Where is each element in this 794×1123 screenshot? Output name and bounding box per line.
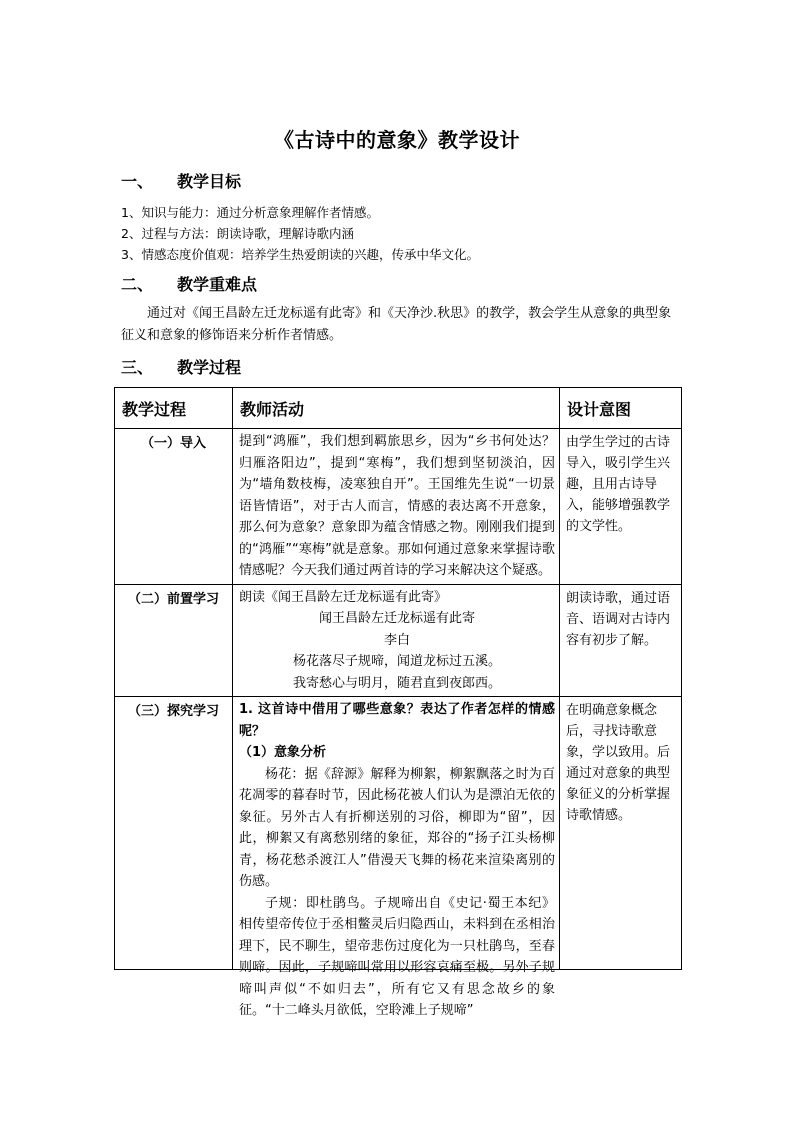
stage-cell: （二）前置学习 xyxy=(115,584,233,697)
section-title: 教学目标 xyxy=(177,172,242,191)
intent-cell: 由学生学过的古诗导入，吸引学生兴趣，且用古诗导入，能够增强教学的文学性。 xyxy=(560,429,682,585)
poem-line: 杨花落尽子规啼，闻道龙标过五溪。 xyxy=(292,654,501,669)
table-row xyxy=(115,429,682,585)
intent-cell: 朗读诗歌，通过语音、语调对古诗内容有初步了解。 xyxy=(560,584,682,697)
activity-cell: 提到“鸿雁”，我们想到羁旅思乡，因为“乡书何处达？归雁洛阳边”，提到“寒梅”，我们想到坚韧淡泊，因为“墙角数枝梅，凌寒独自开”。王国维先生说“一切景语皆情语”，对于古人而言，情感的表达离不开意象，那么何为意象？意象即为蕴含情感之物。刚刚我们提到的“鸿雁”“寒梅”就是意象。那如何通过意象来掌握诗歌情感呢？今天我们通过两首诗的学习来解决这个疑惑。 xyxy=(233,429,560,585)
analysis-paragraph: 杨花：据《辞源》解释为柳絮，柳絮飘落之时为百花凋零的暮春时节，因此杨花被人们认为是漂泊无依的象征。另外古人有折柳送别的习俗，柳即为“留”，因此，柳絮又有离愁别绪的象征，郑谷的“扬子江头杨柳青，杨花愁杀渡江人”借漫天飞舞的杨花来渲染离别的伤感。 xyxy=(239,766,555,889)
activity-content xyxy=(239,699,555,1018)
intent-cell: 在明确意象概念后，寻找诗歌意象，学以致用。后通过对意象的典型象征义的分析掌握诗歌情感。 xyxy=(560,697,682,970)
section-number: 三、 xyxy=(121,358,154,377)
objective-item: 3、情感态度价值观：培养学生热爱朗读的兴趣，传承中华文化。 xyxy=(121,247,479,262)
activity-cell xyxy=(233,697,560,1018)
column-header: 设计意图 xyxy=(560,388,682,429)
poem-title: 闻王昌龄左迁龙标遥有此寄 xyxy=(318,611,475,626)
table-row xyxy=(115,584,682,697)
subheading: （1）意象分析 xyxy=(239,745,327,760)
inquiry-question: 1. 这首诗中借用了哪些意象？表达了作者怎样的情感呢？ xyxy=(239,702,555,739)
section-title: 教学过程 xyxy=(177,358,242,377)
table-header-row xyxy=(115,388,682,429)
poem-author: 李白 xyxy=(383,632,410,648)
section-title: 教学重难点 xyxy=(177,275,258,294)
objective-item: 2、过程与方法：朗读诗歌，理解诗歌内涵 xyxy=(121,226,354,241)
process-table xyxy=(114,387,682,1018)
section-number: 二、 xyxy=(121,275,154,294)
section-heading-key-points xyxy=(121,272,257,295)
objective-item: 1、知识与能力：通过分析意象理解作者情感。 xyxy=(121,205,379,220)
analysis-paragraph: 子规：即杜鹃鸟。子规啼出自《史记·蜀王本纪》相传望帝传位于丞相鳖灵后归隐西山，未料到在丞相治理下，民不聊生，望帝悲伤过度化为一只杜鹃鸟，至春则啼。因此，子规啼叫常用以形容哀痛至极。另外子规啼叫声似“不如归去”，所有它又有思念故乡的象征。“十二峰头月欲低，空聆滩上子规啼” xyxy=(239,895,555,1018)
stage-cell: （一）导入 xyxy=(115,429,233,585)
reading-instruction: 朗读《闻王昌龄左迁龙标遥有此寄》 xyxy=(239,589,448,605)
activity-cell xyxy=(233,584,560,697)
stage-cell: （三）探究学习 xyxy=(115,697,233,970)
section-heading-objectives xyxy=(121,169,241,192)
table-row xyxy=(115,697,682,970)
column-header: 教学过程 xyxy=(115,388,233,429)
document-title: 《古诗中的意象》教学设计 xyxy=(274,128,520,152)
column-header: 教师活动 xyxy=(233,388,560,429)
section-number: 一、 xyxy=(121,172,154,191)
key-points-paragraph: 通过对《闻王昌龄左迁龙标遥有此寄》和《天净沙.秋思》的教学，教会学生从意象的典型象征义和意象的修饰语来分析作者情感。 xyxy=(121,306,672,343)
poem-line: 我寄愁心与明月，随君直到夜郎西。 xyxy=(292,675,501,691)
section-heading-process xyxy=(121,355,241,378)
